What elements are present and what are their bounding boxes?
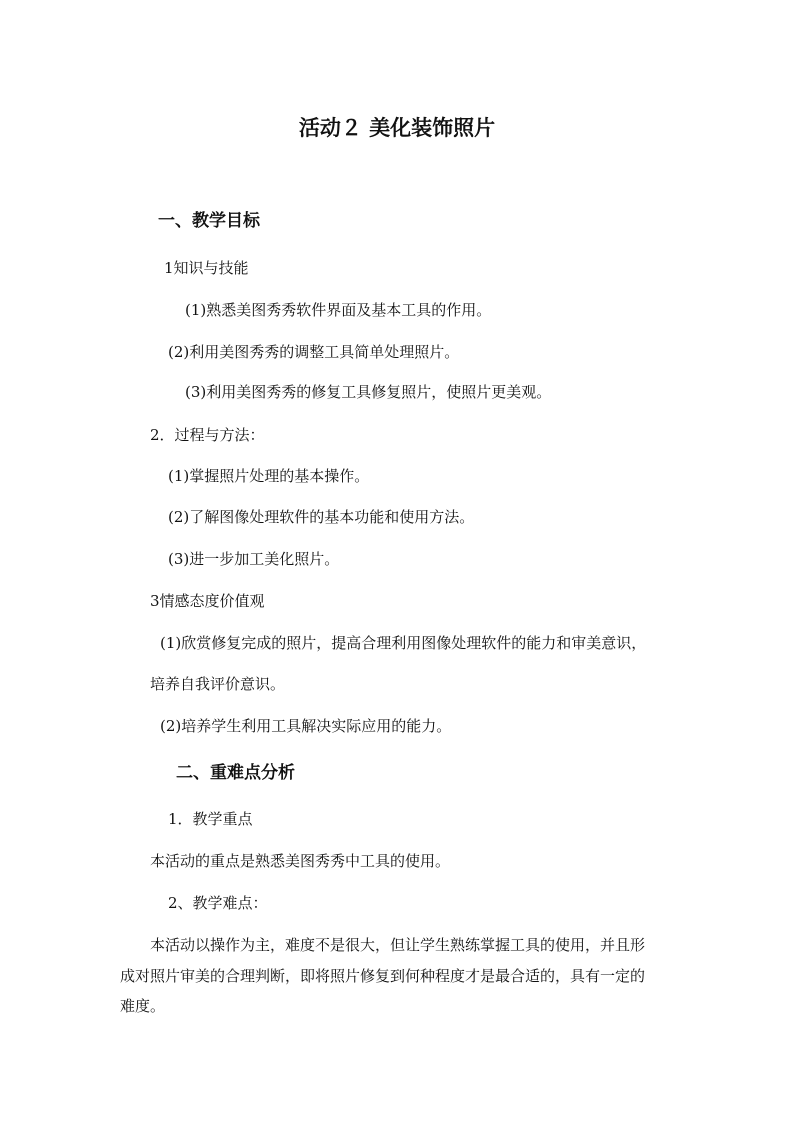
- paragraph-key-points: 本活动的重点是熟悉美图秀秀中工具的使用。: [150, 852, 451, 870]
- list-item: (3)利用美图秀秀的修复工具修复照片，使照片更美观。: [185, 383, 552, 401]
- subheading-attitudes-values: 3情感态度价值观: [150, 592, 265, 610]
- list-item: (1)熟悉美图秀秀软件界面及基本工具的作用。: [185, 301, 492, 319]
- section-heading-objectives: 一、教学目标: [158, 211, 260, 231]
- subheading-key-points: 1．教学重点: [168, 810, 253, 828]
- list-item: (2)培养学生利用工具解决实际应用的能力。: [160, 717, 452, 735]
- list-item: (1)欣赏修复完成的照片，提高合理利用图像处理软件的能力和审美意识，: [160, 634, 647, 652]
- paragraph-line: 本活动以操作为主，难度不是很大，但让学生熟练掌握工具的使用，并且形: [150, 936, 646, 954]
- list-item: (1)掌握照片处理的基本操作。: [168, 467, 370, 485]
- paragraph-line: 难度。: [120, 997, 166, 1015]
- page-title: 活动２ 美化装饰照片: [298, 115, 496, 140]
- list-item-continuation: 培养自我评价意识。: [150, 675, 286, 693]
- subheading-difficulties: 2、教学难点：: [168, 894, 268, 912]
- subheading-process-methods: 2．过程与方法：: [150, 426, 265, 444]
- section-heading-key-difficult: 二、重难点分析: [176, 763, 295, 783]
- list-item: (2)利用美图秀秀的调整工具简单处理照片。: [168, 343, 460, 361]
- subheading-knowledge-skills: 1知识与技能: [164, 259, 249, 277]
- paragraph-line: 成对照片审美的合理判断，即将照片修复到何种程度才是最合适的，具有一定的: [120, 967, 646, 985]
- list-item: (3)进一步加工美化照片。: [168, 550, 340, 568]
- list-item: (2)了解图像处理软件的基本功能和使用方法。: [168, 508, 475, 526]
